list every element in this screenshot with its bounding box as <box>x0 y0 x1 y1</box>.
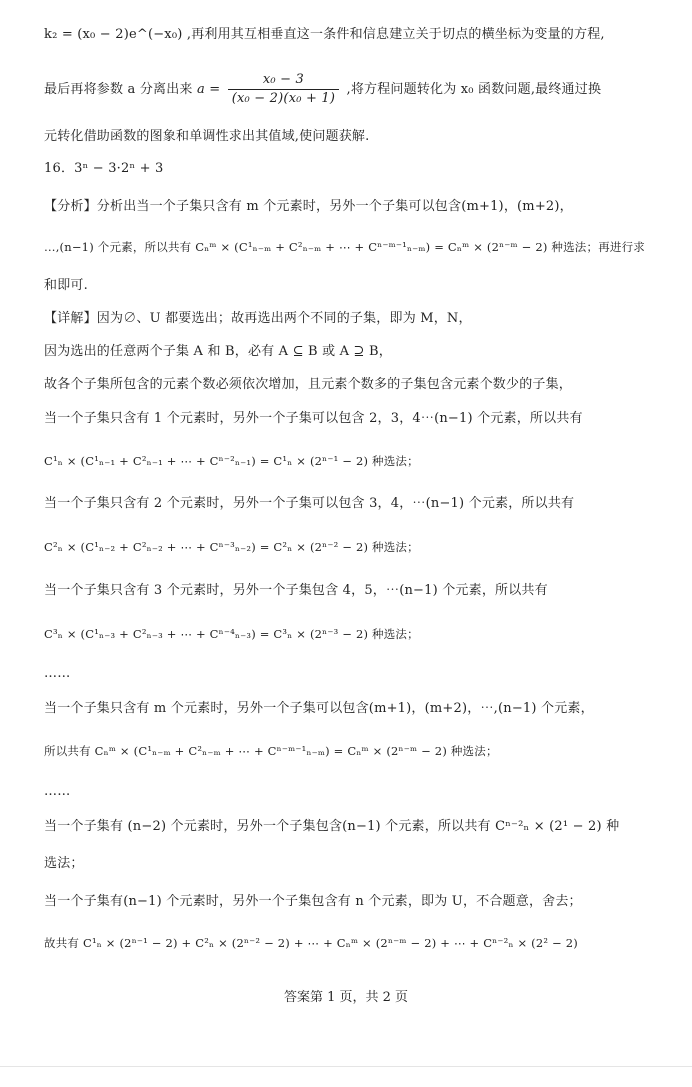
text-line-2-lead: 最后再将参数 a 分离出来 <box>44 82 193 97</box>
formula-fraction <box>228 71 339 108</box>
detail-line-2: 因为选出的任意两个子集 A 和 B，必有 A ⊆ B 或 A ⊇ B， <box>44 344 392 359</box>
page-footer: 答案第 1 页，共 2 页 <box>283 990 409 1005</box>
formula-denominator: (x₀ − 2)(x₀ + 1) <box>231 91 336 106</box>
analysis-line-1: 【分析】分析出当一个子集只含有 m 个元素时，另外一个子集可以包含(m+1)，(m+2)， <box>44 199 573 214</box>
formula-line-3: C³ₙ × (C¹ₙ₋₃ + C²ₙ₋₃ + ⋯ + Cⁿ⁻⁴ₙ₋₃) = C³ₙ × (2ⁿ⁻³ − 2) 种选法； <box>44 627 419 641</box>
ellipsis-1: …… <box>44 666 71 681</box>
text-line-3: 元转化借助函数的图象和单调性求出其值域,使问题获解. <box>44 129 370 144</box>
detail-line-10: 当一个子集有(n−1) 个元素时，另外一个子集包含有 n 个元素，即为 U，不合题意，舍去； <box>44 894 582 909</box>
detail-line-9: 选法； <box>44 856 84 871</box>
detail-line-5: 当一个子集只含有 2 个元素时，另外一个子集可以包含 3，4，⋯(n−1) 个元素，所以共有 <box>44 496 575 511</box>
text-line-2 <box>44 68 652 112</box>
detail-line-7: 当一个子集只含有 m 个元素时，另外一个子集可以包含(m+1)，(m+2)，⋯,(n−1) 个元素， <box>44 701 594 716</box>
detail-line-4: 当一个子集只含有 1 个元素时，另外一个子集可以包含 2，3，4⋯(n−1) 个元素，所以共有 <box>44 411 583 426</box>
text-line-1: k₂ = (x₀ − 2)e^(−x₀) ,再利用其互相垂直这一条件和信息建立关于切点的横坐标为变量的方程, <box>44 27 605 42</box>
formula-line-4: 所以共有 Cₙᵐ × (C¹ₙ₋ₘ + C²ₙ₋ₘ + ⋯ + Cⁿ⁻ᵐ⁻¹ₙ₋ₘ) = Cₙᵐ × (2ⁿ⁻ᵐ − 2) 种选法； <box>44 744 498 758</box>
answer-16: 16．3ⁿ − 3·2ⁿ + 3 <box>44 161 164 176</box>
final-sum-line: 故共有 C¹ₙ × (2ⁿ⁻¹ − 2) + C²ₙ × (2ⁿ⁻² − 2) + ⋯ + Cₙᵐ × (2ⁿ⁻ᵐ − 2) + ⋯ + Cⁿ⁻²ₙ × (2² − 2) <box>44 936 578 950</box>
detail-line-3: 故各个子集所包含的元素个数必须依次增加，且元素个数多的子集包含元素个数少的子集， <box>44 377 573 392</box>
formula-numerator: x₀ − 3 <box>228 71 339 90</box>
formula-line-2: C²ₙ × (C¹ₙ₋₂ + C²ₙ₋₂ + ⋯ + Cⁿ⁻³ₙ₋₂) = C²ₙ × (2ⁿ⁻² − 2) 种选法； <box>44 540 419 554</box>
detail-line-6: 当一个子集只含有 3 个元素时，另外一个子集包含 4，5，⋯(n−1) 个元素，所以共有 <box>44 583 548 598</box>
formula-tail: ,将方程问题转化为 x₀ 函数问题,最终通过换 <box>346 82 602 97</box>
formula-line-1: C¹ₙ × (C¹ₙ₋₁ + C²ₙ₋₁ + ⋯ + Cⁿ⁻²ₙ₋₁) = C¹ₙ × (2ⁿ⁻¹ − 2) 种选法； <box>44 454 419 468</box>
analysis-line-3: 和即可. <box>44 278 88 293</box>
analysis-line-2: …,(n−1) 个元素，所以共有 Cₙᵐ × (C¹ₙ₋ₘ + C²ₙ₋ₘ + ⋯ + Cⁿ⁻ᵐ⁻¹ₙ₋ₘ) = Cₙᵐ × (2ⁿ⁻ᵐ − 2) 种选法；再进行求 <box>44 240 645 254</box>
detail-line-1: 【详解】因为∅、U 都要选出；故再选出两个不同的子集，即为 M，N， <box>44 311 472 326</box>
formula-lhs: a = <box>196 82 221 97</box>
detail-line-8: 当一个子集有 (n−2) 个元素时，另外一个子集包含(n−1) 个元素，所以共有 Cⁿ⁻²ₙ × (2¹ − 2) 种 <box>44 819 620 834</box>
ellipsis-2: …… <box>44 784 71 799</box>
bottom-divider <box>0 1066 692 1067</box>
